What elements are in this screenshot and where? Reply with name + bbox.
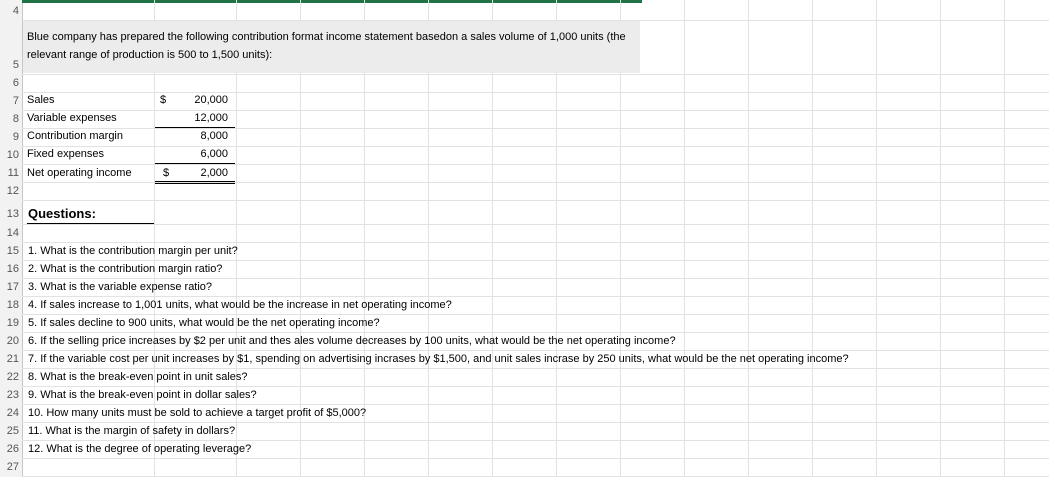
sales-value[interactable]: 20,000 (194, 94, 228, 106)
row-number[interactable]: 20 (6, 335, 19, 347)
cell-underline (155, 163, 235, 164)
row-number[interactable]: 24 (6, 407, 19, 419)
question-item[interactable]: 2. What is the contribution margin ratio? (28, 263, 223, 275)
fixed-expenses-value[interactable]: 6,000 (200, 148, 228, 160)
question-item[interactable]: 9. What is the break-even point in dollar sales? (28, 389, 257, 401)
gridline (22, 386, 1049, 387)
question-item[interactable]: 4. If sales increase to 1,001 units, what would be the increase in net operating income? (28, 299, 452, 311)
contribution-margin-label[interactable]: Contribution margin (27, 130, 123, 142)
row-number[interactable]: 12 (6, 185, 19, 197)
gridline (22, 422, 1049, 423)
contribution-margin-value[interactable]: 8,000 (200, 130, 228, 142)
question-item[interactable]: 8. What is the break-even point in unit sales? (28, 371, 248, 383)
gridline (22, 74, 1049, 75)
row-number[interactable]: 9 (12, 131, 19, 143)
gridline (748, 0, 749, 477)
row-number[interactable]: 11 (7, 167, 19, 179)
gridline (22, 92, 1049, 93)
row-number[interactable]: 27 (6, 461, 19, 473)
gridline (22, 242, 1049, 243)
question-item[interactable]: 7. If the variable cost per unit increases by $1, spending on advertising incrases by $1,500, and unit sales incrase by 250 units, what would be the net operating income? (28, 353, 849, 365)
description-text: Blue company has prepared the following contribution format income statement basedon a sales volume of 1,000 units (the relevant range of production is 500 to 1,500 units): (27, 31, 626, 61)
double-underline-bottom (155, 183, 235, 184)
gridline (22, 278, 1049, 279)
sales-label[interactable]: Sales (27, 94, 55, 106)
row-number[interactable]: 26 (6, 443, 19, 455)
row-number[interactable]: 14 (6, 227, 19, 239)
cell-underline (155, 127, 235, 128)
gridline (940, 0, 941, 477)
questions-title[interactable]: Questions: (28, 206, 96, 221)
row-number[interactable]: 10 (6, 149, 19, 161)
gridline (22, 224, 1049, 225)
row-number[interactable]: 22 (6, 371, 19, 383)
gridline (812, 0, 813, 477)
variable-expenses-label[interactable]: Variable expenses (27, 112, 117, 124)
question-item[interactable]: 6. If the selling price increases by $2 per unit and thes ales volume decreases by 100 units, what would be the net operating income? (28, 335, 676, 347)
net-operating-income-value[interactable]: 2,000 (200, 167, 228, 179)
gridline (22, 458, 1049, 459)
sales-dollar-sign: $ (160, 94, 167, 106)
net-operating-income-label[interactable]: Net operating income (27, 167, 132, 179)
gridline (22, 404, 1049, 405)
gridline (22, 260, 1049, 261)
row-number[interactable]: 4 (12, 5, 19, 17)
question-item[interactable]: 11. What is the margin of safety in dollars? (28, 425, 236, 437)
row-number[interactable]: 16 (6, 263, 19, 275)
question-item[interactable]: 10. How many units must be sold to achieve a target profit of $5,000? (28, 407, 367, 419)
row-number[interactable]: 5 (12, 59, 19, 71)
active-cell-border (22, 0, 642, 3)
row-number[interactable]: 25 (6, 425, 19, 437)
row-number[interactable]: 7 (12, 95, 19, 107)
question-item[interactable]: 3. What is the variable expense ratio? (28, 281, 213, 293)
net-operating-income-dollar-sign: $ (163, 167, 170, 179)
row-number[interactable]: 15 (6, 245, 19, 257)
gridline (22, 296, 1049, 297)
double-underline-top (155, 181, 235, 182)
gridline (22, 164, 1049, 165)
gridline (684, 0, 685, 477)
row-number[interactable]: 13 (6, 208, 19, 220)
gridline (22, 146, 1049, 147)
row-number[interactable]: 18 (6, 299, 19, 311)
gridline (1004, 0, 1005, 477)
gridline (22, 368, 1049, 369)
gridline (22, 128, 1049, 129)
row-number[interactable]: 23 (6, 389, 19, 401)
variable-expenses-value[interactable]: 12,000 (194, 112, 228, 124)
row-number[interactable]: 21 (6, 353, 19, 365)
row-number[interactable]: 17 (6, 281, 19, 293)
gridline (22, 110, 1049, 111)
gridline (22, 440, 1049, 441)
question-item[interactable]: 5. If sales decline to 900 units, what would be the net operating income? (28, 317, 380, 329)
row-number[interactable]: 8 (12, 113, 19, 125)
title-underline (27, 223, 154, 224)
row-number[interactable]: 19 (6, 317, 19, 329)
gridline (876, 0, 877, 477)
question-item[interactable]: 1. What is the contribution margin per unit? (28, 245, 238, 257)
gridline (22, 350, 1049, 351)
row-number[interactable]: 6 (12, 77, 19, 89)
fixed-expenses-label[interactable]: Fixed expenses (27, 148, 105, 160)
question-item[interactable]: 12. What is the degree of operating leverage? (28, 443, 252, 455)
gridline (22, 200, 1049, 201)
gridline (22, 332, 1049, 333)
gridline (22, 314, 1049, 315)
